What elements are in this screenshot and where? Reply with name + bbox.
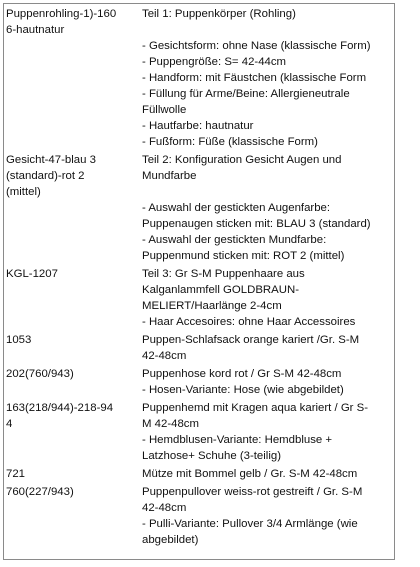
article-code-cell bbox=[4, 4, 140, 150]
article-code-line: Puppenrohling-1)-160 bbox=[6, 8, 117, 20]
description-line: Puppenhemd mit Kragen aqua kariert / Gr S- bbox=[142, 402, 369, 414]
table-row bbox=[4, 330, 394, 364]
article-code-line: KGL-1207 bbox=[6, 268, 58, 280]
article-code-line: 163(218/944)-218-94 bbox=[6, 402, 114, 414]
table-row bbox=[4, 464, 394, 482]
description-line: - Fußform: Füße (klassische Form) bbox=[142, 136, 318, 148]
description-line: Teil 2: Konfiguration Gesicht Augen und bbox=[142, 154, 342, 166]
description-line: Füllwolle bbox=[142, 104, 187, 116]
description-line: Puppen-Schlafsack orange kariert /Gr. S-M bbox=[142, 334, 360, 346]
description-line: - Füllung für Arme/Beine: Allergieneutrale bbox=[142, 88, 350, 100]
description-line: - Handform: mit Fäustchen (klassische Form bbox=[142, 72, 367, 84]
table-row bbox=[4, 4, 394, 150]
description-line: - Auswahl der gestickten Augenfarbe: bbox=[142, 202, 331, 214]
description-line: Teil 3: Gr S-M Puppenhaare aus bbox=[142, 268, 305, 280]
table-row bbox=[4, 398, 394, 464]
description-line: abgebildet) bbox=[142, 534, 199, 546]
article-code-line: 1053 bbox=[6, 334, 32, 346]
article-code-line: (standard)-rot 2 bbox=[6, 170, 85, 182]
description-line: - Haar Accesoires: ohne Haar Accessoires bbox=[142, 316, 356, 328]
table-row bbox=[4, 482, 394, 548]
table-row bbox=[4, 150, 394, 264]
description-line: Kalganlammfell GOLDBRAUN- bbox=[142, 284, 299, 296]
description-line: - Hautfarbe: hautnatur bbox=[142, 120, 254, 132]
description-line: Latzhose+ Schuhe (3-teilig) bbox=[142, 450, 281, 462]
description-line: Puppenmund sticken mit: ROT 2 (mittel) bbox=[142, 250, 345, 262]
description-cell bbox=[140, 330, 394, 364]
description-line: MELIERT/Haarlänge 2-4cm bbox=[142, 300, 282, 312]
description-line: - Hosen-Variante: Hose (wie abgebildet) bbox=[142, 384, 344, 396]
article-code-line: 6-hautnatur bbox=[6, 24, 65, 36]
article-code-cell bbox=[4, 464, 140, 482]
article-code-cell bbox=[4, 150, 140, 264]
description-line bbox=[142, 184, 392, 200]
description-line: - Gesichtsform: ohne Nase (klassische Form) bbox=[142, 40, 371, 52]
article-code-cell bbox=[4, 364, 140, 398]
table-row bbox=[4, 264, 394, 330]
description-cell bbox=[140, 264, 394, 330]
article-code-line: 760(227/943) bbox=[6, 486, 74, 498]
description-line: Puppenhose kord rot / Gr S-M 42-48cm bbox=[142, 368, 342, 380]
description-line: - Pulli-Variante: Pullover 3/4 Armlänge (wie bbox=[142, 518, 358, 530]
description-line: Puppenpullover weiss-rot gestreift / Gr. S-M bbox=[142, 486, 363, 498]
description-line: 42-48cm bbox=[142, 502, 187, 514]
description-line: - Hemdblusen-Variante: Hemdbluse + bbox=[142, 434, 333, 446]
order-table bbox=[3, 3, 395, 560]
description-cell bbox=[140, 482, 394, 548]
article-code-line: (mittel) bbox=[6, 186, 41, 198]
table-row bbox=[4, 364, 394, 398]
description-line: Teil 1: Puppenkörper (Rohling) bbox=[142, 8, 296, 20]
description-line: - Auswahl der gestickten Mundfarbe: bbox=[142, 234, 327, 246]
article-code-cell bbox=[4, 398, 140, 464]
description-cell bbox=[140, 150, 394, 264]
article-code-line: Gesicht-47-blau 3 bbox=[6, 154, 96, 166]
description-cell bbox=[140, 464, 394, 482]
article-code-line: 721 bbox=[6, 468, 26, 480]
description-line: - Puppengröße: S= 42-44cm bbox=[142, 56, 287, 68]
description-cell bbox=[140, 4, 394, 150]
article-code-line: 202(760/943) bbox=[6, 368, 74, 380]
description-line: Mütze mit Bommel gelb / Gr. S-M 42-48cm bbox=[142, 468, 358, 480]
description-line: Mundfarbe bbox=[142, 170, 197, 182]
description-line: M 42-48cm bbox=[142, 418, 199, 430]
description-line bbox=[142, 22, 392, 38]
description-cell bbox=[140, 364, 394, 398]
article-code-cell bbox=[4, 330, 140, 364]
description-line: 42-48cm bbox=[142, 350, 187, 362]
article-code-line: 4 bbox=[6, 418, 13, 430]
description-line: Puppenaugen sticken mit: BLAU 3 (standard) bbox=[142, 218, 371, 230]
article-code-cell bbox=[4, 482, 140, 548]
article-code-cell bbox=[4, 264, 140, 330]
description-cell bbox=[140, 398, 394, 464]
